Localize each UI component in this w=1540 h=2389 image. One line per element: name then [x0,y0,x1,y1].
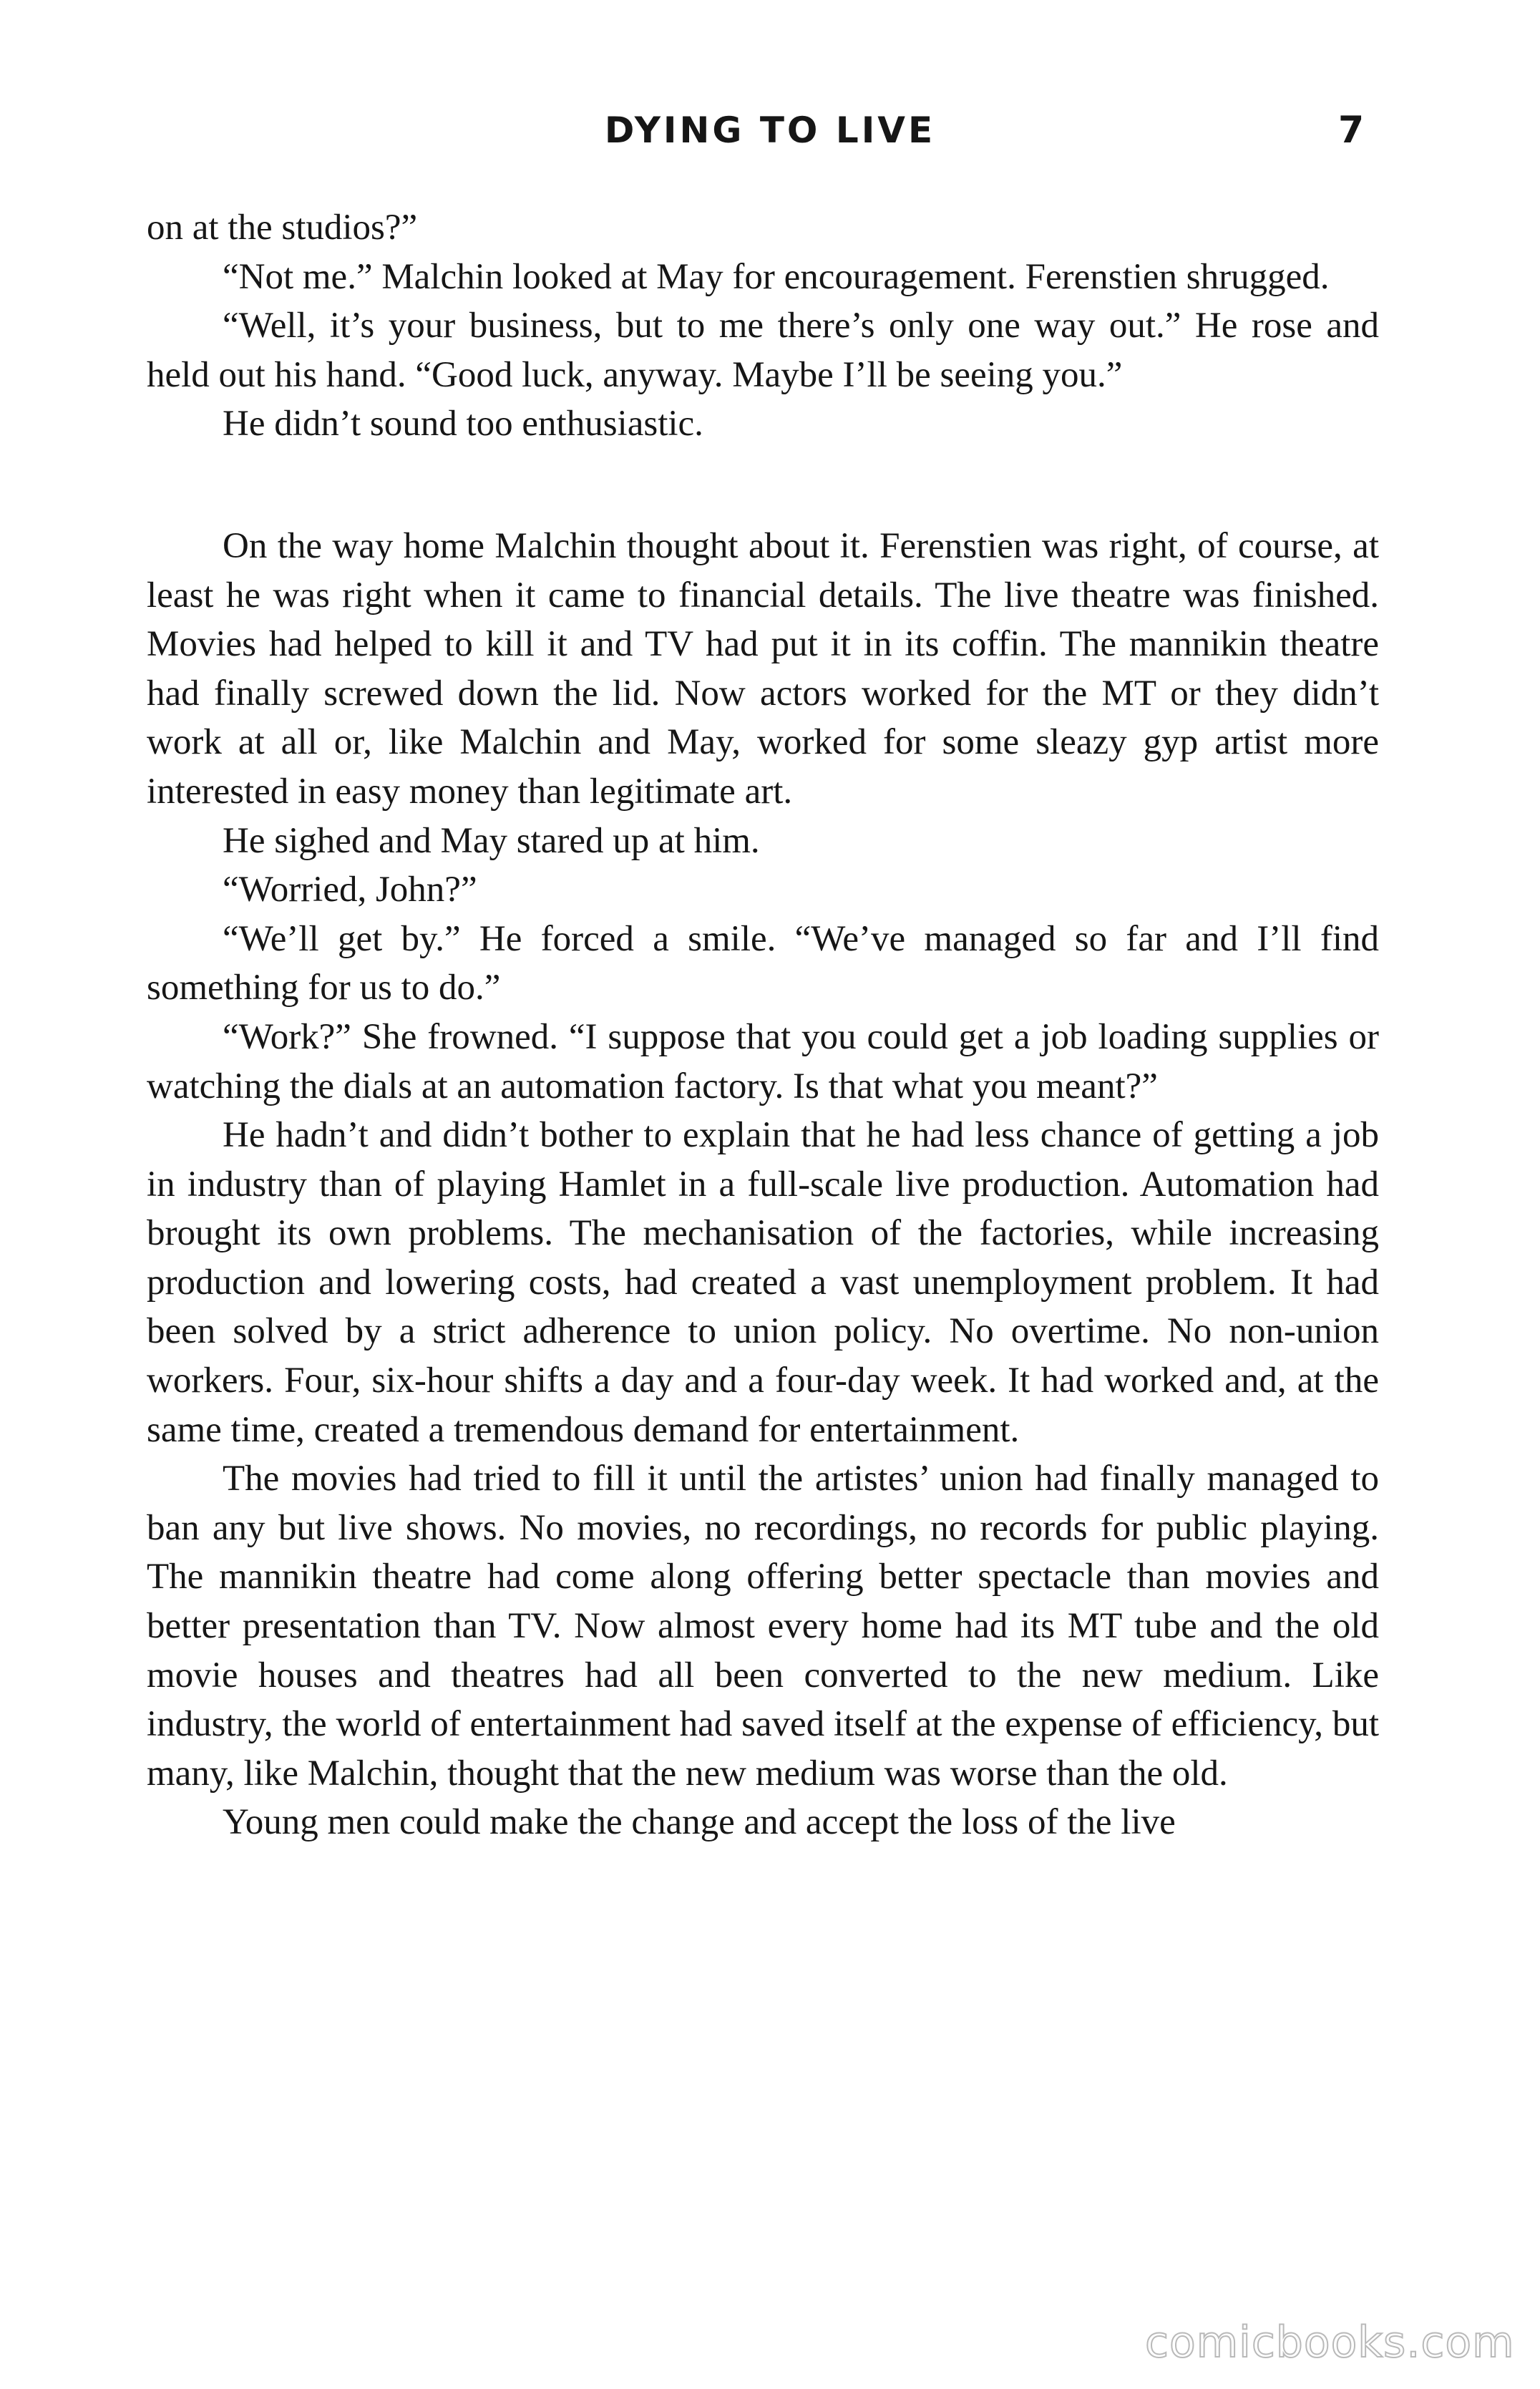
paragraph-10: He hadn’t and didn’t bother to explain that he had less chance of getting a job in industry than of playing Hamlet in a full-scale live production. Automation had brought its own problems. The mechanisation of the factories, while increasing production and lowering costs, had created a vast unemployment problem. It had been solved by a strict adherence to union policy. No overtime. No non-union workers. Four, six-hour shifts a day and a four-day week. It had worked and, at the same time, created a tremendous demand for entertainment. [147,1115,1379,1450]
paragraph-3: “Well, it’s your business, but to me there’s only one way out.” He rose and held out his hand. “Good luck, anyway. Maybe I’ll be seeing you.” [147,306,1379,395]
paragraph-8: “We’ll get by.” He forced a smile. “We’ve managed so far and I’ll find something for us to do.” [147,918,1379,1008]
running-title: DYING TO LIVE [604,110,936,151]
paragraph-4: He didn’t sound too enthusiastic. [223,404,703,444]
paragraph-5: On the way home Malchin thought about it. Ferenstien was right, of course, at least he was right when it came to financial details. The live theatre was finished. Movies had helped to kill it and TV had put it in its coffin. The mannikin theatre had finally screwed down the lid. Now actors worked for the MT or they didn’t work at all or, like Malchin and May, worked for some sleazy gyp artist more interested in easy money than legitimate art. [147,525,1379,812]
paragraph-11: The movies had tried to fill it until the artistes’ union had finally managed to ban any but live shows. No movies, no recordings, no records for public playing. The mannikin theatre had come along offering better spectacle than movies and better presentation than TV. Now almost every home had its MT tube and the old movie houses and theatres had all been converted to the new medium. Like industry, the world of entertainment had saved itself at the expense of efficiency, but many, like Malchin, thought that the new medium was worse than the old. [147,1459,1379,1794]
paragraph-7: “Worried, John?” [223,870,477,910]
paragraph-9: “Work?” She frowned. “I suppose that you could get a job loading supplies or watching the dials at an automation factory. Is that what you meant?” [147,1016,1379,1106]
section-break [147,449,1379,522]
body-text [147,203,1379,1847]
paragraph-1: on at the studios?” [147,208,418,248]
paragraph-12: Young men could make the change and accept the loss of the live [223,1802,1176,1843]
page-number: 7 [1338,109,1365,152]
paragraph-2: “Not me.” Malchin looked at May for encouragement. Ferenstien shrugged. [223,256,1330,297]
paragraph-6: He sighed and May stared up at him. [223,820,760,861]
watermark-logo: comicbooks.com [1145,2317,1515,2368]
